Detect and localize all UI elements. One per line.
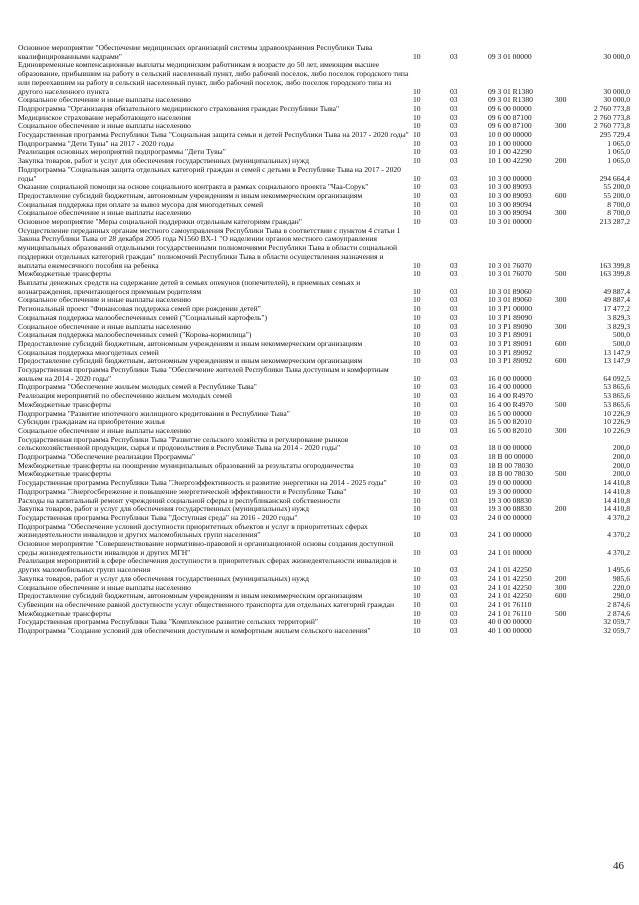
row-amount: 55 200,0	[603, 190, 630, 200]
row-amount: 2 874,6	[607, 608, 630, 618]
row-amount: 8 700,0	[607, 208, 630, 218]
row-target-article: 09 3 01 R1380	[488, 95, 533, 105]
row-name: Социальное обеспечение и иные выплаты населению	[18, 582, 191, 592]
row-target-article: 16 5 00 82010	[488, 425, 532, 435]
row-subsection: 03	[450, 512, 458, 522]
row-target-article: 10 3 00 00000	[488, 173, 532, 183]
row-amount: 500,0	[612, 330, 630, 340]
row-subsection: 03	[450, 600, 458, 609]
row-amount: 213 287,2	[599, 217, 630, 227]
row-section: 10	[413, 347, 421, 357]
row-expense-type: 200	[555, 504, 567, 514]
row-amount: 53 865,6	[603, 399, 630, 409]
row-name: Государственная программа Республики Тыва "Доступная среда" на 2016 - 2020 годы"	[18, 512, 298, 522]
row-subsection: 03	[450, 321, 458, 331]
row-target-article: 16 4 00 R4970	[488, 399, 533, 409]
row-target-article: 24 1 01 42250	[488, 591, 532, 601]
row-subsection: 03	[450, 182, 458, 192]
row-amount: 30 000,0	[603, 95, 630, 105]
row-target-article: 16 5 00 82010	[488, 417, 532, 427]
row-subsection: 03	[450, 121, 458, 131]
row-name: Социальное обеспечение и иные выплаты населению	[18, 321, 191, 331]
row-section: 10	[413, 504, 421, 514]
row-name: Социальное обеспечение и иные выплаты населению	[18, 121, 191, 131]
row-subsection: 03	[450, 86, 458, 96]
row-target-article: 24 1 01 76110	[488, 608, 532, 618]
row-name: Государственная программа Республики Тыва "Развитие сельского хозяйства и регулирование рынков сельскохозяйственной продукции, сырья и продовольствия в Республике Тыва на 2014 - 2020 годы"	[18, 434, 349, 453]
row-amount: 1 065,0	[607, 147, 630, 157]
row-subsection: 03	[450, 617, 458, 627]
table-row	[18, 44, 630, 61]
row-target-article: 10 3 P1 89092	[488, 347, 533, 357]
row-target-article: 10 1 00 42290	[488, 156, 532, 166]
row-target-article: 24 1 01 42250	[488, 565, 532, 575]
row-expense-type: 600	[555, 356, 567, 366]
row-target-article: 18 В 00 00000	[488, 452, 533, 462]
row-target-article: 18 0 00 00000	[488, 443, 532, 453]
row-target-article: 18 В 00 78030	[488, 460, 533, 470]
row-section: 10	[413, 112, 421, 122]
row-name: Региональный проект "Финансовая поддержка семей при рождении детей"	[18, 304, 261, 314]
row-name: Оказание социальной помощи на основе социального контракта в рамках социального проекта "Чаа-Сорук"	[18, 182, 369, 192]
row-target-article: 24 1 01 00000	[488, 547, 532, 557]
row-subsection: 03	[450, 217, 458, 227]
row-name: Межбюджетные трансферты	[18, 269, 111, 279]
row-section: 10	[413, 617, 421, 627]
row-target-article: 16 4 00 00000	[488, 382, 532, 392]
row-target-article: 09 6 00 87100	[488, 121, 532, 131]
row-target-article: 40 1 00 00000	[488, 626, 532, 636]
row-target-article: 10 3 00 89093	[488, 182, 532, 192]
row-section: 10	[413, 512, 421, 522]
row-subsection: 03	[450, 147, 458, 157]
row-amount: 3 829,3	[607, 312, 630, 322]
row-target-article: 09 6 00 00000	[488, 103, 532, 113]
row-amount: 13 147,9	[603, 356, 630, 366]
row-target-article: 16 4 00 R4970	[488, 391, 533, 401]
row-name: Предоставление субсидий бюджетным, автономным учреждениям и иным некоммерческим организациям	[18, 356, 363, 366]
row-name: Подпрограмма "Развитие ипотечного жилищного кредитования в Республике Тыва"	[18, 408, 290, 418]
table-row	[18, 279, 630, 296]
row-section: 10	[413, 338, 421, 348]
row-section: 10	[413, 182, 421, 192]
row-amount: 32 059,7	[603, 617, 630, 627]
row-name: Социальная поддержка многодетных семей	[18, 347, 159, 357]
row-section: 10	[413, 208, 421, 218]
row-subsection: 03	[450, 443, 458, 453]
row-target-article: 10 3 01 89060	[488, 286, 532, 296]
row-expense-type: 300	[555, 321, 567, 331]
row-subsection: 03	[450, 460, 458, 470]
row-amount: 500,0	[612, 338, 630, 348]
row-subsection: 03	[450, 286, 458, 296]
row-amount: 3 829,3	[607, 321, 630, 331]
row-amount: 55 200,0	[603, 182, 630, 192]
row-section: 10	[413, 95, 421, 105]
row-section: 10	[413, 190, 421, 200]
row-expense-type: 500	[555, 608, 567, 618]
row-section: 10	[413, 382, 421, 392]
row-target-article: 16 0 00 00000	[488, 373, 532, 383]
row-section: 10	[413, 330, 421, 340]
row-section: 10	[413, 408, 421, 418]
row-amount: 295 729,4	[599, 130, 630, 140]
row-target-article: 19 0 00 00000	[488, 478, 532, 488]
row-subsection: 03	[450, 547, 458, 557]
row-section: 10	[413, 121, 421, 131]
row-subsection: 03	[450, 399, 458, 409]
row-name: Государственная программа Республики Тыва "Энергоэффективность и развитие энергетики на 2014 - 2025 годы"	[18, 478, 387, 488]
row-name: Единовременные компенсационные выплаты медицинским работникам в возрасте до 50 лет, имеющим высшее образование, прибывшим на работу в сельский населенный пункт, либо рабочий поселок, либо поселок городского типа или переехавшим на работу в сельский населенный пункт, либо рабочий поселок, либо поселок городского типа из другого населенного пункта	[18, 60, 409, 96]
row-subsection: 03	[450, 530, 458, 540]
row-amount: 14 410,8	[603, 495, 630, 505]
row-target-article: 10 1 00 00000	[488, 138, 532, 148]
row-section: 10	[413, 199, 421, 209]
row-amount: 53 865,6	[603, 382, 630, 392]
row-name: Межбюджетные трансферты	[18, 469, 111, 479]
row-name: Подпрограмма "Обеспечение реализации Программы"	[18, 452, 195, 462]
row-expense-type: 600	[555, 338, 567, 348]
row-amount: 64 092,5	[603, 373, 630, 383]
row-target-article: 24 1 01 76110	[488, 600, 532, 609]
row-section: 10	[413, 130, 421, 140]
row-subsection: 03	[450, 103, 458, 113]
row-section: 10	[413, 608, 421, 618]
row-target-article: 19 3 00 08830	[488, 504, 532, 514]
row-section: 10	[413, 452, 421, 462]
row-target-article: 40 0 00 00000	[488, 617, 532, 627]
row-name: Социальная поддержка малообеспеченных семей ("Социальный картофель")	[18, 312, 267, 322]
row-name: Субсидии гражданам на приобретение жилья	[18, 417, 165, 427]
row-subsection: 03	[450, 373, 458, 383]
row-section: 10	[413, 573, 421, 583]
row-name: Социальное обеспечение и иные выплаты населению	[18, 208, 191, 218]
row-amount: 294 664,4	[599, 173, 630, 183]
row-expense-type: 600	[555, 190, 567, 200]
row-name: Социальная поддержка при оплате за вывоз мусора для многодетных семей	[18, 199, 264, 209]
row-subsection: 03	[450, 138, 458, 148]
row-section: 10	[413, 469, 421, 479]
row-name: Реализация мероприятий по обеспечению жильем молодых семей	[18, 391, 232, 401]
row-target-article: 10 3 00 89094	[488, 208, 532, 218]
row-section: 10	[413, 51, 421, 61]
row-amount: 220,0	[612, 582, 630, 592]
row-name: Расходы на капитальный ремонт учреждений социальной сферы и республиканской собственности	[18, 495, 341, 505]
row-section: 10	[413, 399, 421, 409]
row-name: Межбюджетные трансферты	[18, 608, 111, 618]
row-expense-type: 300	[555, 121, 567, 131]
row-name: Государственная программа Республики Тыва "Обеспечение жителей Республики Тыва доступным и комфортным жильем на 2014 - 2020 годы"	[18, 365, 389, 383]
row-section: 10	[413, 321, 421, 331]
row-name: Подпрограмма "Обеспечение условий доступности приоритетных объектов и услуг в приоритетных сферах жизнедеятельности инвалидов и других маломобильных групп населения"	[18, 521, 368, 540]
row-amount: 200,0	[612, 443, 630, 453]
row-name: Выплаты денежных средств на содержание детей в семьях опекунов (попечителей), в приемных семьях и вознаграждения, причитающегося приемным родителям	[18, 277, 361, 296]
table-row	[18, 436, 630, 453]
row-section: 10	[413, 495, 421, 505]
row-target-article: 19 3 00 00000	[488, 486, 532, 496]
row-amount: 163 399,8	[599, 269, 630, 279]
row-name: Закупка товаров, работ и услуг для обеспечения государственных (муниципальных) нужд	[18, 504, 309, 514]
row-name: Социальное обеспечение и иные выплаты населению	[18, 95, 191, 105]
row-name: Реализация мероприятий в сфере обеспечения доступности в приоритетных сферах жизнедеятельности инвалидов и других маломобильных групп населения	[18, 556, 397, 575]
row-section: 10	[413, 295, 421, 305]
row-subsection: 03	[450, 356, 458, 366]
row-section: 10	[413, 443, 421, 453]
row-name: Закупка товаров, работ и услуг для обеспечения государственных (муниципальных) нужд	[18, 156, 309, 166]
row-amount: 17 477,2	[603, 304, 630, 314]
row-name: Подпрограмма "Дети Тувы" на 2017 - 2020 годы	[18, 138, 174, 148]
row-section: 10	[413, 269, 421, 279]
row-subsection: 03	[450, 95, 458, 105]
row-subsection: 03	[450, 295, 458, 305]
row-amount: 2 760 773,8	[593, 121, 630, 131]
row-section: 10	[413, 582, 421, 592]
row-subsection: 03	[450, 425, 458, 435]
row-amount: 30 000,0	[603, 51, 630, 61]
row-section: 10	[413, 626, 421, 636]
row-name: Государственная программа Республики Тыва "Социальная защита семьи и детей Республики Тыва на 2017 - 2020 годы"	[18, 130, 409, 140]
row-section: 10	[413, 425, 421, 435]
row-amount: 13 147,9	[603, 347, 630, 357]
row-target-article: 10 3 P1 89091	[488, 330, 533, 340]
row-expense-type: 300	[555, 208, 567, 218]
row-subsection: 03	[450, 156, 458, 166]
row-expense-type: 200	[555, 156, 567, 166]
row-subsection: 03	[450, 173, 458, 183]
row-amount: 1 065,0	[607, 138, 630, 148]
row-name: Межбюджетные трансферты	[18, 399, 111, 409]
row-amount: 200,0	[612, 452, 630, 462]
row-subsection: 03	[450, 51, 458, 61]
row-section: 10	[413, 103, 421, 113]
row-subsection: 03	[450, 626, 458, 636]
row-subsection: 03	[450, 208, 458, 218]
row-section: 10	[413, 600, 421, 609]
row-name: Социальное обеспечение и иные выплаты населению	[18, 295, 191, 305]
row-subsection: 03	[450, 608, 458, 618]
row-target-article: 10 3 P1 89091	[488, 338, 533, 348]
row-section: 10	[413, 286, 421, 296]
row-amount: 53 865,6	[603, 391, 630, 401]
row-amount: 49 887,4	[603, 286, 630, 296]
row-subsection: 03	[450, 582, 458, 592]
row-target-article: 10 3 00 89094	[488, 199, 532, 209]
row-section: 10	[413, 312, 421, 322]
row-target-article: 19 3 00 08830	[488, 495, 532, 505]
row-expense-type: 200	[555, 573, 567, 583]
row-section: 10	[413, 547, 421, 557]
row-name: Субвенции на обеспечение равной доступности услуг общественного транспорта для отдельных категорий граждан	[18, 600, 395, 609]
row-name: Предоставление субсидий бюджетным, автономным учреждениям и иным некоммерческим организациям	[18, 338, 363, 348]
row-amount: 14 410,8	[603, 478, 630, 488]
row-target-article: 10 3 01 89060	[488, 295, 532, 305]
row-section: 10	[413, 138, 421, 148]
row-amount: 4 370,2	[607, 547, 630, 557]
budget-table	[18, 44, 630, 636]
row-section: 10	[413, 486, 421, 496]
row-section: 10	[413, 591, 421, 601]
row-section: 10	[413, 260, 421, 270]
row-expense-type: 600	[555, 591, 567, 601]
row-section: 10	[413, 217, 421, 227]
row-name: Основное мероприятие "Обеспечение медицинских организаций системы здравоохранения Республики Тыва квалифицированными кадрами"	[18, 43, 373, 61]
row-amount: 1 065,0	[607, 156, 630, 166]
row-subsection: 03	[450, 382, 458, 392]
row-name: Основное мероприятие "Совершенствование нормативно-правовой и организационной основы создания доступной среды жизнедеятельности инвалидов и других МГН"	[18, 539, 394, 557]
row-name: Предоставление субсидий бюджетным, автономным учреждениям и иным некоммерческим организациям	[18, 591, 363, 601]
row-name: Подпрограмма "Организация обязательного медицинского страхования граждан Республики Тыва"	[18, 103, 340, 113]
row-name: Подпрограмма "Энергосбережение и повышение энергетической эффективности в Республике Тыва"	[18, 486, 347, 496]
row-amount: 2 760 773,8	[593, 103, 630, 113]
row-target-article: 16 5 00 00000	[488, 408, 532, 418]
row-subsection: 03	[450, 417, 458, 427]
table-row	[18, 61, 630, 96]
table-row	[18, 227, 630, 271]
row-target-article: 10 3 01 76070	[488, 269, 532, 279]
row-amount: 10 226,9	[603, 425, 630, 435]
row-amount: 985,6	[612, 573, 630, 583]
row-section: 10	[413, 156, 421, 166]
table-row	[18, 627, 630, 636]
table-row	[18, 166, 630, 183]
row-amount: 49 887,4	[603, 295, 630, 305]
row-name: Подпрограмма "Социальная защита отдельных категорий граждан и семей с детьми в Республике Тыва на 2017 - 2020 годы"	[18, 164, 401, 183]
row-section: 10	[413, 356, 421, 366]
row-expense-type: 500	[555, 469, 567, 479]
row-subsection: 03	[450, 478, 458, 488]
row-target-article: 10 1 00 42290	[488, 147, 532, 157]
row-amount: 32 059,7	[603, 626, 630, 636]
row-target-article: 24 1 01 42250	[488, 573, 532, 583]
row-amount: 290,0	[612, 591, 630, 601]
row-target-article: 09 3 01 R1380	[488, 86, 533, 96]
row-subsection: 03	[450, 504, 458, 514]
row-target-article: 24 1 01 42250	[488, 582, 532, 592]
row-target-article: 10 0 00 00000	[488, 130, 532, 140]
row-section: 10	[413, 304, 421, 314]
row-name: Межбюджетные трансферты на поощрение муниципальных образований за результаты огородничества	[18, 460, 354, 470]
row-subsection: 03	[450, 190, 458, 200]
row-target-article: 09 6 00 87100	[488, 112, 532, 122]
row-name: Государственная программа Республики Тыва "Комплексное развитие сельских территорий"	[18, 617, 319, 627]
row-amount: 163 399,8	[599, 260, 630, 270]
row-target-article: 10 3 01 00000	[488, 217, 532, 227]
row-name: Медицинское страхование неработающего населения	[18, 112, 191, 122]
row-target-article: 10 3 P1 89090	[488, 321, 533, 331]
row-target-article: 24 0 00 00000	[488, 512, 532, 522]
row-target-article: 18 В 00 78030	[488, 469, 533, 479]
row-subsection: 03	[450, 199, 458, 209]
row-expense-type: 300	[555, 425, 567, 435]
row-subsection: 03	[450, 391, 458, 401]
row-target-article: 10 3 01 76070	[488, 260, 532, 270]
row-section: 10	[413, 373, 421, 383]
row-amount: 14 410,8	[603, 504, 630, 514]
row-target-article: 10 3 P1 89092	[488, 356, 533, 366]
row-amount: 2 874,6	[607, 600, 630, 609]
table-row	[18, 557, 630, 574]
row-target-article: 09 3 01 00000	[488, 51, 532, 61]
row-subsection: 03	[450, 269, 458, 279]
row-expense-type: 300	[555, 295, 567, 305]
row-name: Осуществление переданных органам местного самоуправления Республики Тыва в соответствии с пунктом 4 статьи 1 Закона Республики Тыва от 28 декабря 2005 года N1560 ВХ-1 "О наделении органов местного самоуправления муниципальных образований отдельными государственными полномочиями Республики Тыва в области социальной поддержки отдельных категорий граждан" полномочий Республики Тыва в области осуществления назначения и выплаты ежемесячного пособия на ребенка	[18, 225, 401, 270]
row-name: Реализация основных мероприятий подпрограммы "Дети Тувы"	[18, 147, 226, 157]
row-subsection: 03	[450, 112, 458, 122]
row-section: 10	[413, 391, 421, 401]
row-expense-type: 300	[555, 582, 567, 592]
row-section: 10	[413, 417, 421, 427]
row-section: 10	[413, 478, 421, 488]
row-name: Предоставление субсидий бюджетным, автономным учреждениям и иным некоммерческим организациям	[18, 190, 363, 200]
row-target-article: 10 3 P1 89090	[488, 312, 533, 322]
row-subsection: 03	[450, 347, 458, 357]
row-subsection: 03	[450, 573, 458, 583]
row-section: 10	[413, 86, 421, 96]
row-amount: 2 760 773,8	[593, 112, 630, 122]
row-name: Подпрограмма "Обеспечение жильем молодых семей в Республике Тыва"	[18, 382, 257, 392]
row-amount: 200,0	[612, 469, 630, 479]
row-section: 10	[413, 565, 421, 575]
row-target-article: 10 3 00 89093	[488, 190, 532, 200]
row-amount: 10 226,9	[603, 417, 630, 427]
row-subsection: 03	[450, 130, 458, 140]
row-subsection: 03	[450, 486, 458, 496]
row-section: 10	[413, 460, 421, 470]
row-amount: 200,0	[612, 460, 630, 470]
row-name: Подпрограмма "Создание условий для обеспечения доступным и комфортным жильем сельского населения"	[18, 626, 371, 636]
row-section: 10	[413, 530, 421, 540]
row-subsection: 03	[450, 330, 458, 340]
row-amount: 4 370,2	[607, 530, 630, 540]
row-expense-type: 500	[555, 399, 567, 409]
row-expense-type: 500	[555, 269, 567, 279]
row-name: Социальное обеспечение и иные выплаты населению	[18, 425, 191, 435]
row-section: 10	[413, 147, 421, 157]
row-subsection: 03	[450, 469, 458, 479]
row-subsection: 03	[450, 408, 458, 418]
row-amount: 1 495,6	[607, 565, 630, 575]
row-subsection: 03	[450, 338, 458, 348]
table-row	[18, 366, 630, 383]
table-row	[18, 523, 630, 540]
row-amount: 4 370,2	[607, 512, 630, 522]
row-expense-type: 300	[555, 95, 567, 105]
row-subsection: 03	[450, 565, 458, 575]
row-section: 10	[413, 173, 421, 183]
row-name: Основное мероприятие "Меры социальной поддержки отдельным категориям граждан"	[18, 217, 302, 227]
row-subsection: 03	[450, 260, 458, 270]
row-subsection: 03	[450, 312, 458, 322]
row-subsection: 03	[450, 452, 458, 462]
page-number: 46	[613, 860, 624, 872]
row-amount: 14 410,8	[603, 486, 630, 496]
row-amount: 30 000,0	[603, 86, 630, 96]
row-target-article: 10 3 P1 00000	[488, 304, 533, 314]
row-amount: 10 226,9	[603, 408, 630, 418]
row-name: Закупка товаров, работ и услуг для обеспечения государственных (муниципальных) нужд	[18, 573, 309, 583]
table-row	[18, 540, 630, 557]
row-amount: 8 700,0	[607, 199, 630, 209]
row-target-article: 24 1 00 00000	[488, 530, 532, 540]
row-name: Социальная поддержка малообеспеченных семей ("Корова-кормилица")	[18, 330, 252, 340]
row-subsection: 03	[450, 591, 458, 601]
row-subsection: 03	[450, 495, 458, 505]
row-subsection: 03	[450, 304, 458, 314]
